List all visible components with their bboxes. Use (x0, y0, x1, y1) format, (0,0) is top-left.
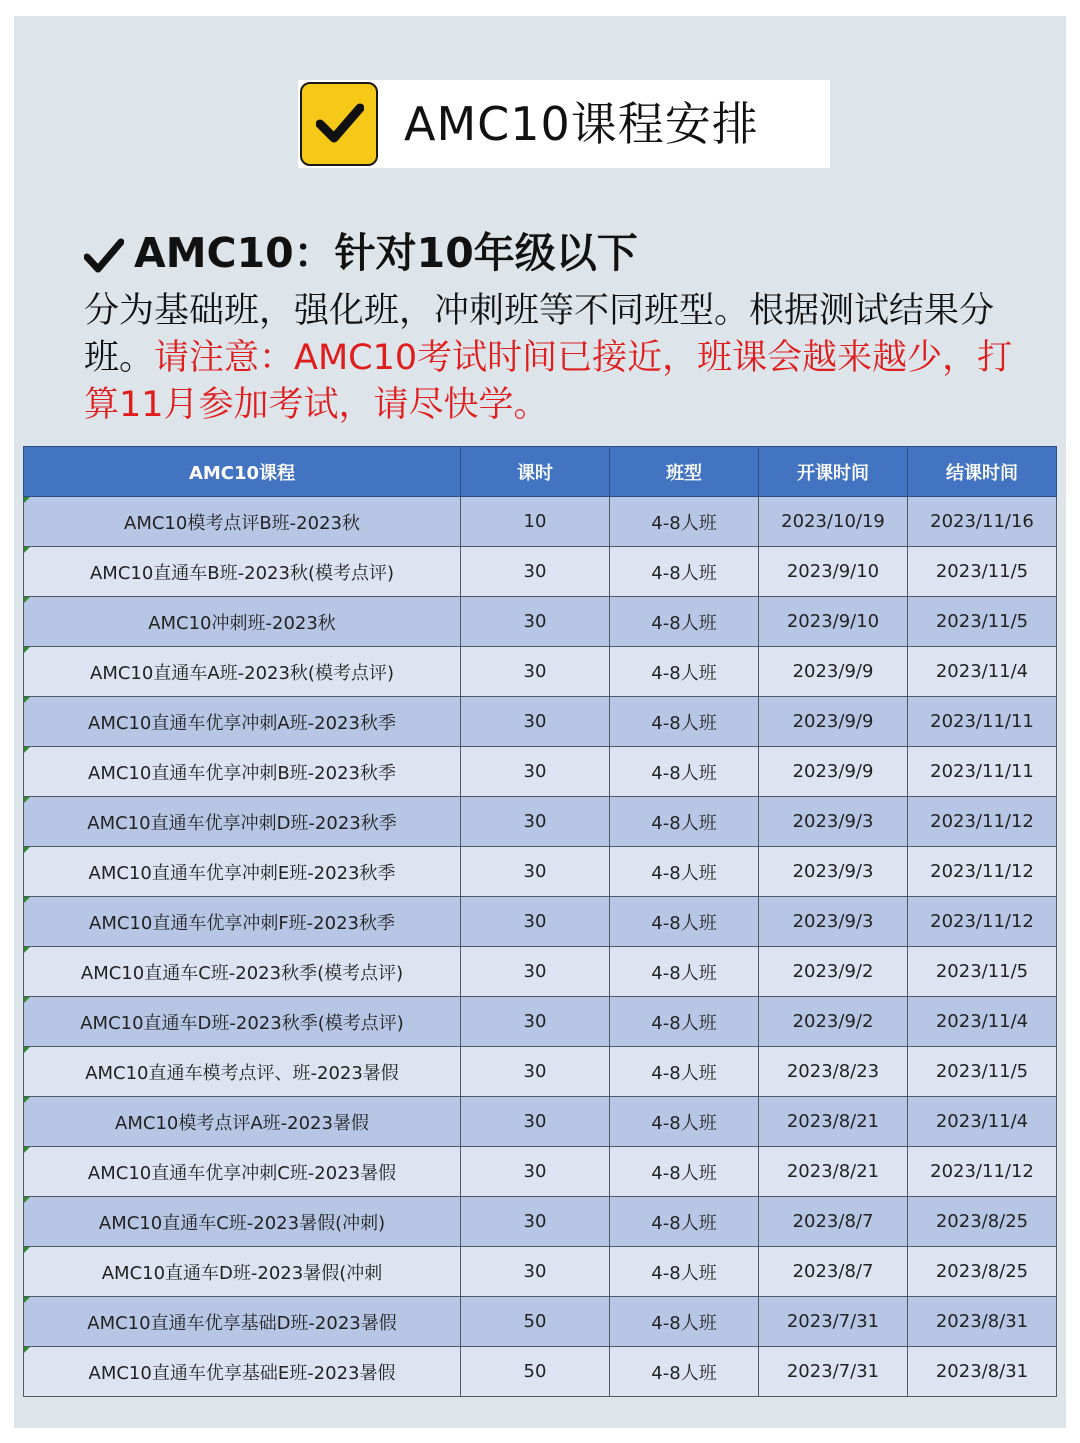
class-type-cell: 4-8人班 (610, 1247, 759, 1297)
course-cell: AMC10直通车优享冲刺C班-2023暑假 (24, 1147, 461, 1197)
class-type-cell: 4-8人班 (610, 847, 759, 897)
class-type-cell: 4-8人班 (610, 797, 759, 847)
class-type-cell: 4-8人班 (610, 1347, 759, 1397)
end-date-cell: 2023/8/31 (908, 1347, 1057, 1397)
hours-cell: 30 (461, 897, 610, 947)
course-cell: AMC10直通车优享冲刺B班-2023秋季 (24, 747, 461, 797)
column-header-start-date: 开课时间 (759, 447, 908, 497)
class-type-cell: 4-8人班 (610, 947, 759, 997)
course-cell: AMC10直通车优享冲刺F班-2023秋季 (24, 897, 461, 947)
course-cell: AMC10直通车优享冲刺A班-2023秋季 (24, 697, 461, 747)
start-date-cell: 2023/8/7 (759, 1247, 908, 1297)
class-type-cell: 4-8人班 (610, 747, 759, 797)
class-type-cell: 4-8人班 (610, 1147, 759, 1197)
end-date-cell: 2023/11/16 (908, 497, 1057, 547)
course-cell: AMC10直通车模考点评、班-2023暑假 (24, 1047, 461, 1097)
course-cell: AMC10直通车D班-2023秋季(模考点评) (24, 997, 461, 1047)
class-type-cell: 4-8人班 (610, 997, 759, 1047)
end-date-cell: 2023/11/5 (908, 947, 1057, 997)
start-date-cell: 2023/9/10 (759, 597, 908, 647)
hours-cell: 50 (461, 1347, 610, 1397)
class-type-cell: 4-8人班 (610, 1197, 759, 1247)
start-date-cell: 2023/9/2 (759, 997, 908, 1047)
start-date-cell: 2023/8/7 (759, 1197, 908, 1247)
course-cell: AMC10直通车优享冲刺D班-2023秋季 (24, 797, 461, 847)
hours-cell: 30 (461, 1247, 610, 1297)
end-date-cell: 2023/8/25 (908, 1247, 1057, 1297)
start-date-cell: 2023/10/19 (759, 497, 908, 547)
table-row (24, 1347, 1057, 1397)
hours-cell: 30 (461, 1097, 610, 1147)
table-row (24, 597, 1057, 647)
class-type-cell: 4-8人班 (610, 1097, 759, 1147)
course-cell: AMC10模考点评B班-2023秋 (24, 497, 461, 547)
end-date-cell: 2023/11/4 (908, 647, 1057, 697)
table-row (24, 1047, 1057, 1097)
table-row (24, 1197, 1057, 1247)
class-type-cell: 4-8人班 (610, 597, 759, 647)
class-type-cell: 4-8人班 (610, 647, 759, 697)
table-row (24, 497, 1057, 547)
course-cell: AMC10直通车优享冲刺E班-2023秋季 (24, 847, 461, 897)
column-header-class-type: 班型 (610, 447, 759, 497)
hours-cell: 30 (461, 647, 610, 697)
section-heading-text: AMC10：针对10年级以下 (134, 229, 638, 277)
class-type-cell: 4-8人班 (610, 1297, 759, 1347)
start-date-cell: 2023/9/10 (759, 547, 908, 597)
end-date-cell: 2023/8/25 (908, 1197, 1057, 1247)
table-row (24, 997, 1057, 1047)
start-date-cell: 2023/8/21 (759, 1147, 908, 1197)
table-row (24, 547, 1057, 597)
class-type-cell: 4-8人班 (610, 897, 759, 947)
start-date-cell: 2023/8/23 (759, 1047, 908, 1097)
description-text: 分为基础班，强化班，冲刺班等不同班型。根据测试结果分班。 (84, 291, 995, 378)
course-cell: AMC10冲刺班-2023秋 (24, 597, 461, 647)
start-date-cell: 2023/9/2 (759, 947, 908, 997)
column-header-course: AMC10课程 (24, 447, 461, 497)
hours-cell: 30 (461, 997, 610, 1047)
hours-cell: 50 (461, 1297, 610, 1347)
hours-cell: 30 (461, 1197, 610, 1247)
end-date-cell: 2023/8/31 (908, 1297, 1057, 1347)
page-title: AMC10课程安排 (404, 97, 759, 151)
table-row (24, 1147, 1057, 1197)
start-date-cell: 2023/9/3 (759, 847, 908, 897)
start-date-cell: 2023/7/31 (759, 1347, 908, 1397)
start-date-cell: 2023/9/3 (759, 797, 908, 847)
column-header-end-date: 结课时间 (908, 447, 1057, 497)
hours-cell: 30 (461, 797, 610, 847)
hours-cell: 10 (461, 497, 610, 547)
hours-cell: 30 (461, 1047, 610, 1097)
end-date-cell: 2023/11/4 (908, 1097, 1057, 1147)
table-row (24, 947, 1057, 997)
start-date-cell: 2023/9/9 (759, 747, 908, 797)
end-date-cell: 2023/11/5 (908, 597, 1057, 647)
end-date-cell: 2023/11/12 (908, 797, 1057, 847)
warning-text: 请注意：AMC10考试时间已接近，班课会越来越少，打算11月参加考试，请尽快学。 (84, 338, 1013, 425)
course-schedule-table (23, 446, 1057, 1397)
course-cell: AMC10直通车优享基础D班-2023暑假 (24, 1297, 461, 1347)
end-date-cell: 2023/11/12 (908, 897, 1057, 947)
course-cell: AMC10直通车A班-2023秋(模考点评) (24, 647, 461, 697)
hours-cell: 30 (461, 847, 610, 897)
hours-cell: 30 (461, 747, 610, 797)
table-body (24, 497, 1057, 1397)
table-row (24, 1247, 1057, 1297)
section-heading (84, 226, 638, 280)
start-date-cell: 2023/8/21 (759, 1097, 908, 1147)
start-date-cell: 2023/9/9 (759, 647, 908, 697)
start-date-cell: 2023/9/3 (759, 897, 908, 947)
class-type-cell: 4-8人班 (610, 497, 759, 547)
end-date-cell: 2023/11/4 (908, 997, 1057, 1047)
table-header-row (24, 447, 1057, 497)
end-date-cell: 2023/11/5 (908, 547, 1057, 597)
course-cell: AMC10直通车优享基础E班-2023暑假 (24, 1347, 461, 1397)
table-row (24, 797, 1057, 847)
end-date-cell: 2023/11/11 (908, 697, 1057, 747)
start-date-cell: 2023/9/9 (759, 697, 908, 747)
checkmark-badge (300, 82, 378, 166)
class-type-cell: 4-8人班 (610, 547, 759, 597)
hours-cell: 30 (461, 1147, 610, 1197)
hours-cell: 30 (461, 947, 610, 997)
table-row (24, 1297, 1057, 1347)
hours-cell: 30 (461, 597, 610, 647)
end-date-cell: 2023/11/11 (908, 747, 1057, 797)
hours-cell: 30 (461, 547, 610, 597)
course-cell: AMC10直通车D班-2023暑假(冲刺 (24, 1247, 461, 1297)
class-type-cell: 4-8人班 (610, 697, 759, 747)
end-date-cell: 2023/11/5 (908, 1047, 1057, 1097)
table-row (24, 697, 1057, 747)
checkmark-icon (84, 238, 124, 274)
class-type-cell: 4-8人班 (610, 1047, 759, 1097)
course-cell: AMC10直通车C班-2023秋季(模考点评) (24, 947, 461, 997)
course-cell: AMC10直通车B班-2023秋(模考点评) (24, 547, 461, 597)
table-row (24, 897, 1057, 947)
table-row (24, 747, 1057, 797)
end-date-cell: 2023/11/12 (908, 847, 1057, 897)
column-header-hours: 课时 (461, 447, 610, 497)
end-date-cell: 2023/11/12 (908, 1147, 1057, 1197)
table-row (24, 647, 1057, 697)
start-date-cell: 2023/7/31 (759, 1297, 908, 1347)
table-row (24, 1097, 1057, 1147)
course-cell: AMC10直通车C班-2023暑假(冲刺) (24, 1197, 461, 1247)
checkmark-icon (316, 102, 364, 146)
table-row (24, 847, 1057, 897)
course-cell: AMC10模考点评A班-2023暑假 (24, 1097, 461, 1147)
hours-cell: 30 (461, 697, 610, 747)
description (84, 288, 1014, 429)
